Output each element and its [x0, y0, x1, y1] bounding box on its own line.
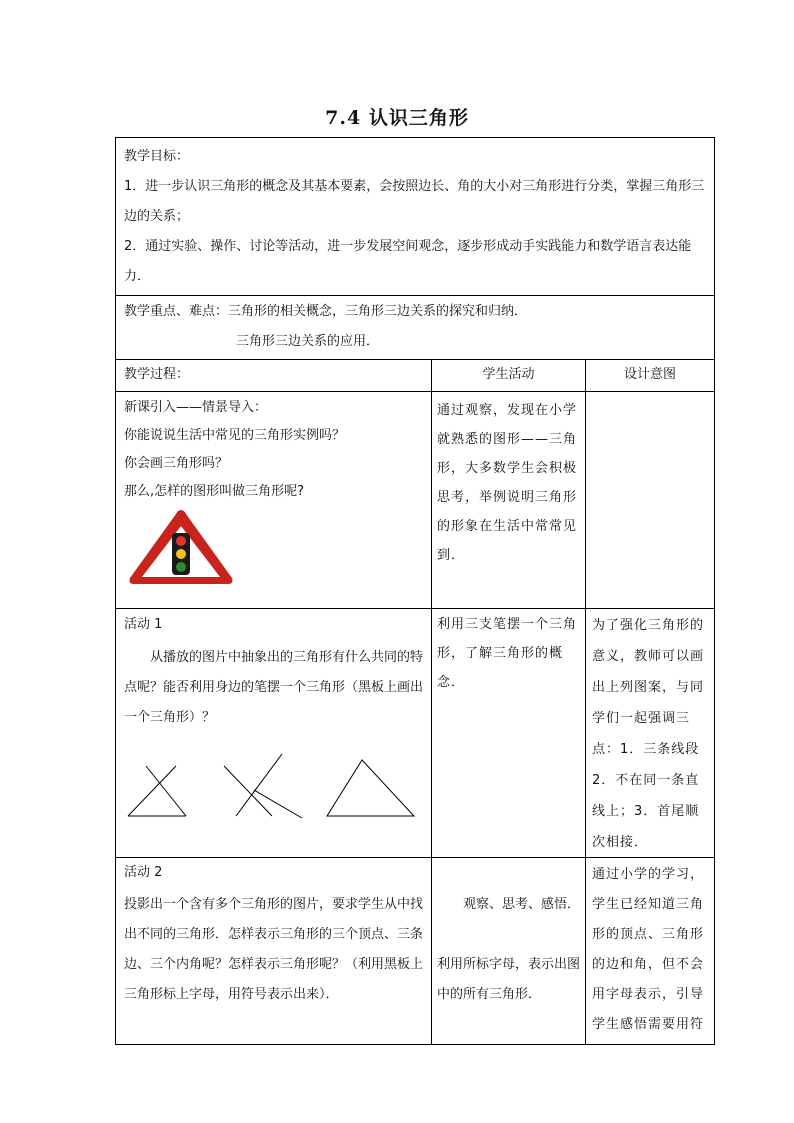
activity-2-design-intent: 通过小学的学习，学生已经知道三角形的顶点、三角形的边和角，但不会用字母表示，引导学生感悟需要用符	[592, 867, 705, 1032]
objective-item-1: 1．进一步认识三角形的概念及其基本要素，会按照边长、角的大小对三角形进行分类，掌握三角形三边的关系；	[124, 179, 705, 224]
process-header: 教学过程：	[124, 367, 190, 382]
lesson-plan-table	[115, 137, 715, 1045]
example-3-triangle	[327, 760, 414, 816]
intro-student-activity: 通过观察，发现在小学就熟悉的图形——三角形，大多数学生会积极思考，举例说明三角形的形象在生活中常常见到．	[437, 403, 578, 563]
student-activity-header: 学生活动	[482, 367, 535, 382]
objective-item-2: 2．通过实验、操作、讨论等活动，进一步发展空间观念，逐步形成动手实践能力和数学语言表达能力．	[124, 239, 692, 284]
intro-line-4: 那么,怎样的图形叫做三角形呢?	[124, 484, 305, 499]
column-divider	[431, 359, 432, 1045]
example-2-segment	[254, 790, 302, 818]
activity-1-question: 从播放的图片中抽象出的三角形有什么共同的特点呢？能否利用身边的笔摆一个三角形（黑板上画出一个三角形）？	[124, 650, 424, 725]
key-points-line-1: 教学重点、难点：三角形的相关概念，三角形三边关系的探究和归纳．	[124, 304, 528, 319]
objectives-heading: 教学目标：	[124, 149, 190, 164]
row-divider	[116, 608, 714, 609]
column-divider	[585, 359, 586, 1045]
intro-line-3: 你会画三角形吗？	[124, 456, 229, 471]
intro-line-2: 你能说说生活中常见的三角形实例吗？	[124, 428, 346, 443]
activity-2-question: 投影出一个含有多个三角形的图片，要求学生从中找出不同的三角形．怎样表示三角形的三个顶点、三条边、三个内角呢？怎样表示三角形呢？（利用黑板上三角形标上字母，用符号表示出来）．	[124, 897, 424, 1002]
example-2-segment	[224, 766, 272, 816]
activity-2-title: 活动 2	[124, 865, 163, 880]
green-light	[176, 562, 186, 572]
red-light	[176, 536, 186, 546]
activity-2-student-activity-1: 观察、思考、感悟．	[463, 897, 581, 912]
traffic-light-warning-sign	[126, 506, 236, 588]
activity-1-design-intent: 为了强化三角形的意义，教师可以画出上列图案，与同学们一起强调三点：1．三条线段 2．不在同一条直线上；3．首尾顺次相接．	[592, 618, 705, 850]
key-points-line-2: 三角形三边关系的应用．	[236, 334, 380, 349]
row-divider	[116, 295, 714, 296]
yellow-light	[176, 549, 186, 559]
design-intent-header: 设计意图	[623, 367, 676, 382]
activity-1-title: 活动 1	[124, 617, 163, 632]
activity-2-student-activity-2: 利用所标字母，表示出图中的所有三角形．	[437, 957, 581, 1002]
page-title: 7.4 认识三角形	[325, 107, 469, 129]
intro-line-1: 新课引入——情景导入：	[124, 400, 268, 415]
activity-1-student-activity: 利用三支笔摆一个三角形，了解三角形的概念．	[437, 617, 578, 690]
row-divider	[116, 391, 714, 392]
triangle-examples	[124, 748, 424, 828]
